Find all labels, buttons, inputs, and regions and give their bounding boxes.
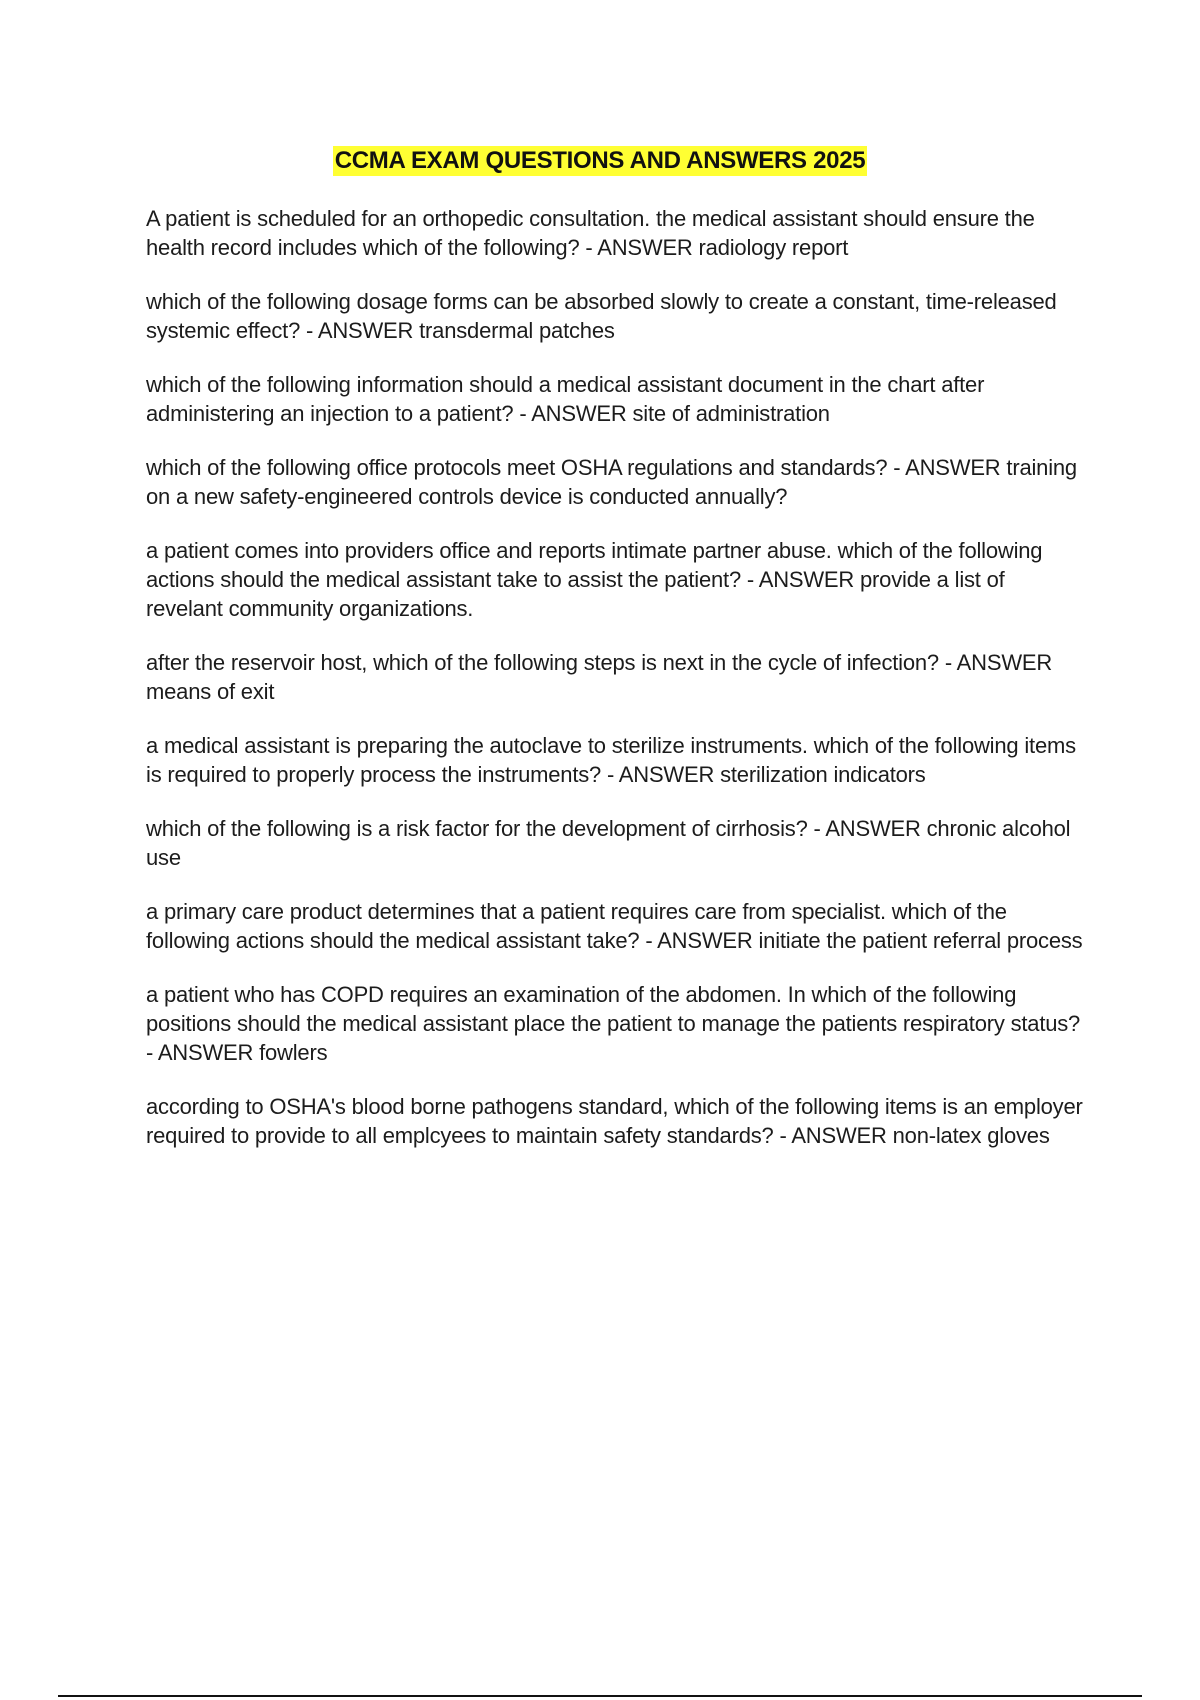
title-wrap [0,146,1200,176]
question-text: a patient who has COPD requires an examination of the abdomen. In which of the following positions should the medical assistant place the patient to manage the patients respiratory status? - ANSWER [146,982,1081,1065]
qa-item [146,453,1086,511]
qa-item [146,370,1086,428]
question-text: a medical assistant is preparing the autoclave to sterilize instruments. which of the following items is required to properly process the instruments? - ANSWER [146,733,1076,787]
qa-item [146,536,1086,623]
qa-item [146,1092,1086,1150]
question-text: which of the following information should a medical assistant document in the chart after administering an injection to a patient? - ANSWER [146,372,985,426]
qa-item [146,897,1086,955]
question-text: according to OSHA's blood borne pathogens standard, which of the following items is an employer required to provide to all emplcyees to maintain safety standards? - ANSWER [146,1094,1083,1148]
qa-list [146,204,1086,1175]
answer-text: chronic alcohol use [146,816,1071,870]
answer-text: sterilization indicators [720,762,926,787]
question-text: A patient is scheduled for an orthopedic consultation. the medical assistant should ensure the health record includes which of the following? - ANSWER [146,206,1035,260]
page-title: CCMA EXAM QUESTIONS AND ANSWERS 2025 [334,147,866,174]
answer-text: non-latex gloves [892,1123,1050,1148]
qa-item [146,204,1086,262]
answer-text: training on a new safety-engineered controls device is conducted annually? [146,455,1077,509]
answer-text: provide a list of revelant community organizations. [146,567,1005,621]
qa-item [146,287,1086,345]
question-text: a primary care product determines that a patient requires care from specialist. which of the following actions should the medical assistant take? - ANSWER [146,899,1007,953]
qa-item [146,814,1086,872]
answer-text: initiate the patient referral process [758,928,1083,953]
qa-item [146,980,1086,1067]
answer-text: site of administration [632,401,830,426]
question-text: which of the following dosage forms can be absorbed slowly to create a constant, time-released systemic effect? - ANSWER [146,289,1057,343]
question-text: a patient comes into providers office and reports intimate partner abuse. which of the following actions should the medical assistant take to assist the patient? - ANSWER [146,538,1043,592]
qa-item [146,731,1086,789]
qa-item [146,648,1086,706]
question-text: after the reservoir host, which of the following steps is next in the cycle of infection? - ANSWER [146,650,1053,675]
answer-text: radiology report [698,235,849,260]
answer-text: fowlers [259,1040,328,1065]
footer-rule [58,1695,1142,1697]
answer-text: transdermal patches [419,318,615,343]
question-text: which of the following office protocols meet OSHA regulations and standards? - ANSWER [146,455,1001,480]
answer-text: means of exit [146,679,275,704]
question-text: which of the following is a risk factor for the development of cirrhosis? - ANSWER [146,816,921,841]
